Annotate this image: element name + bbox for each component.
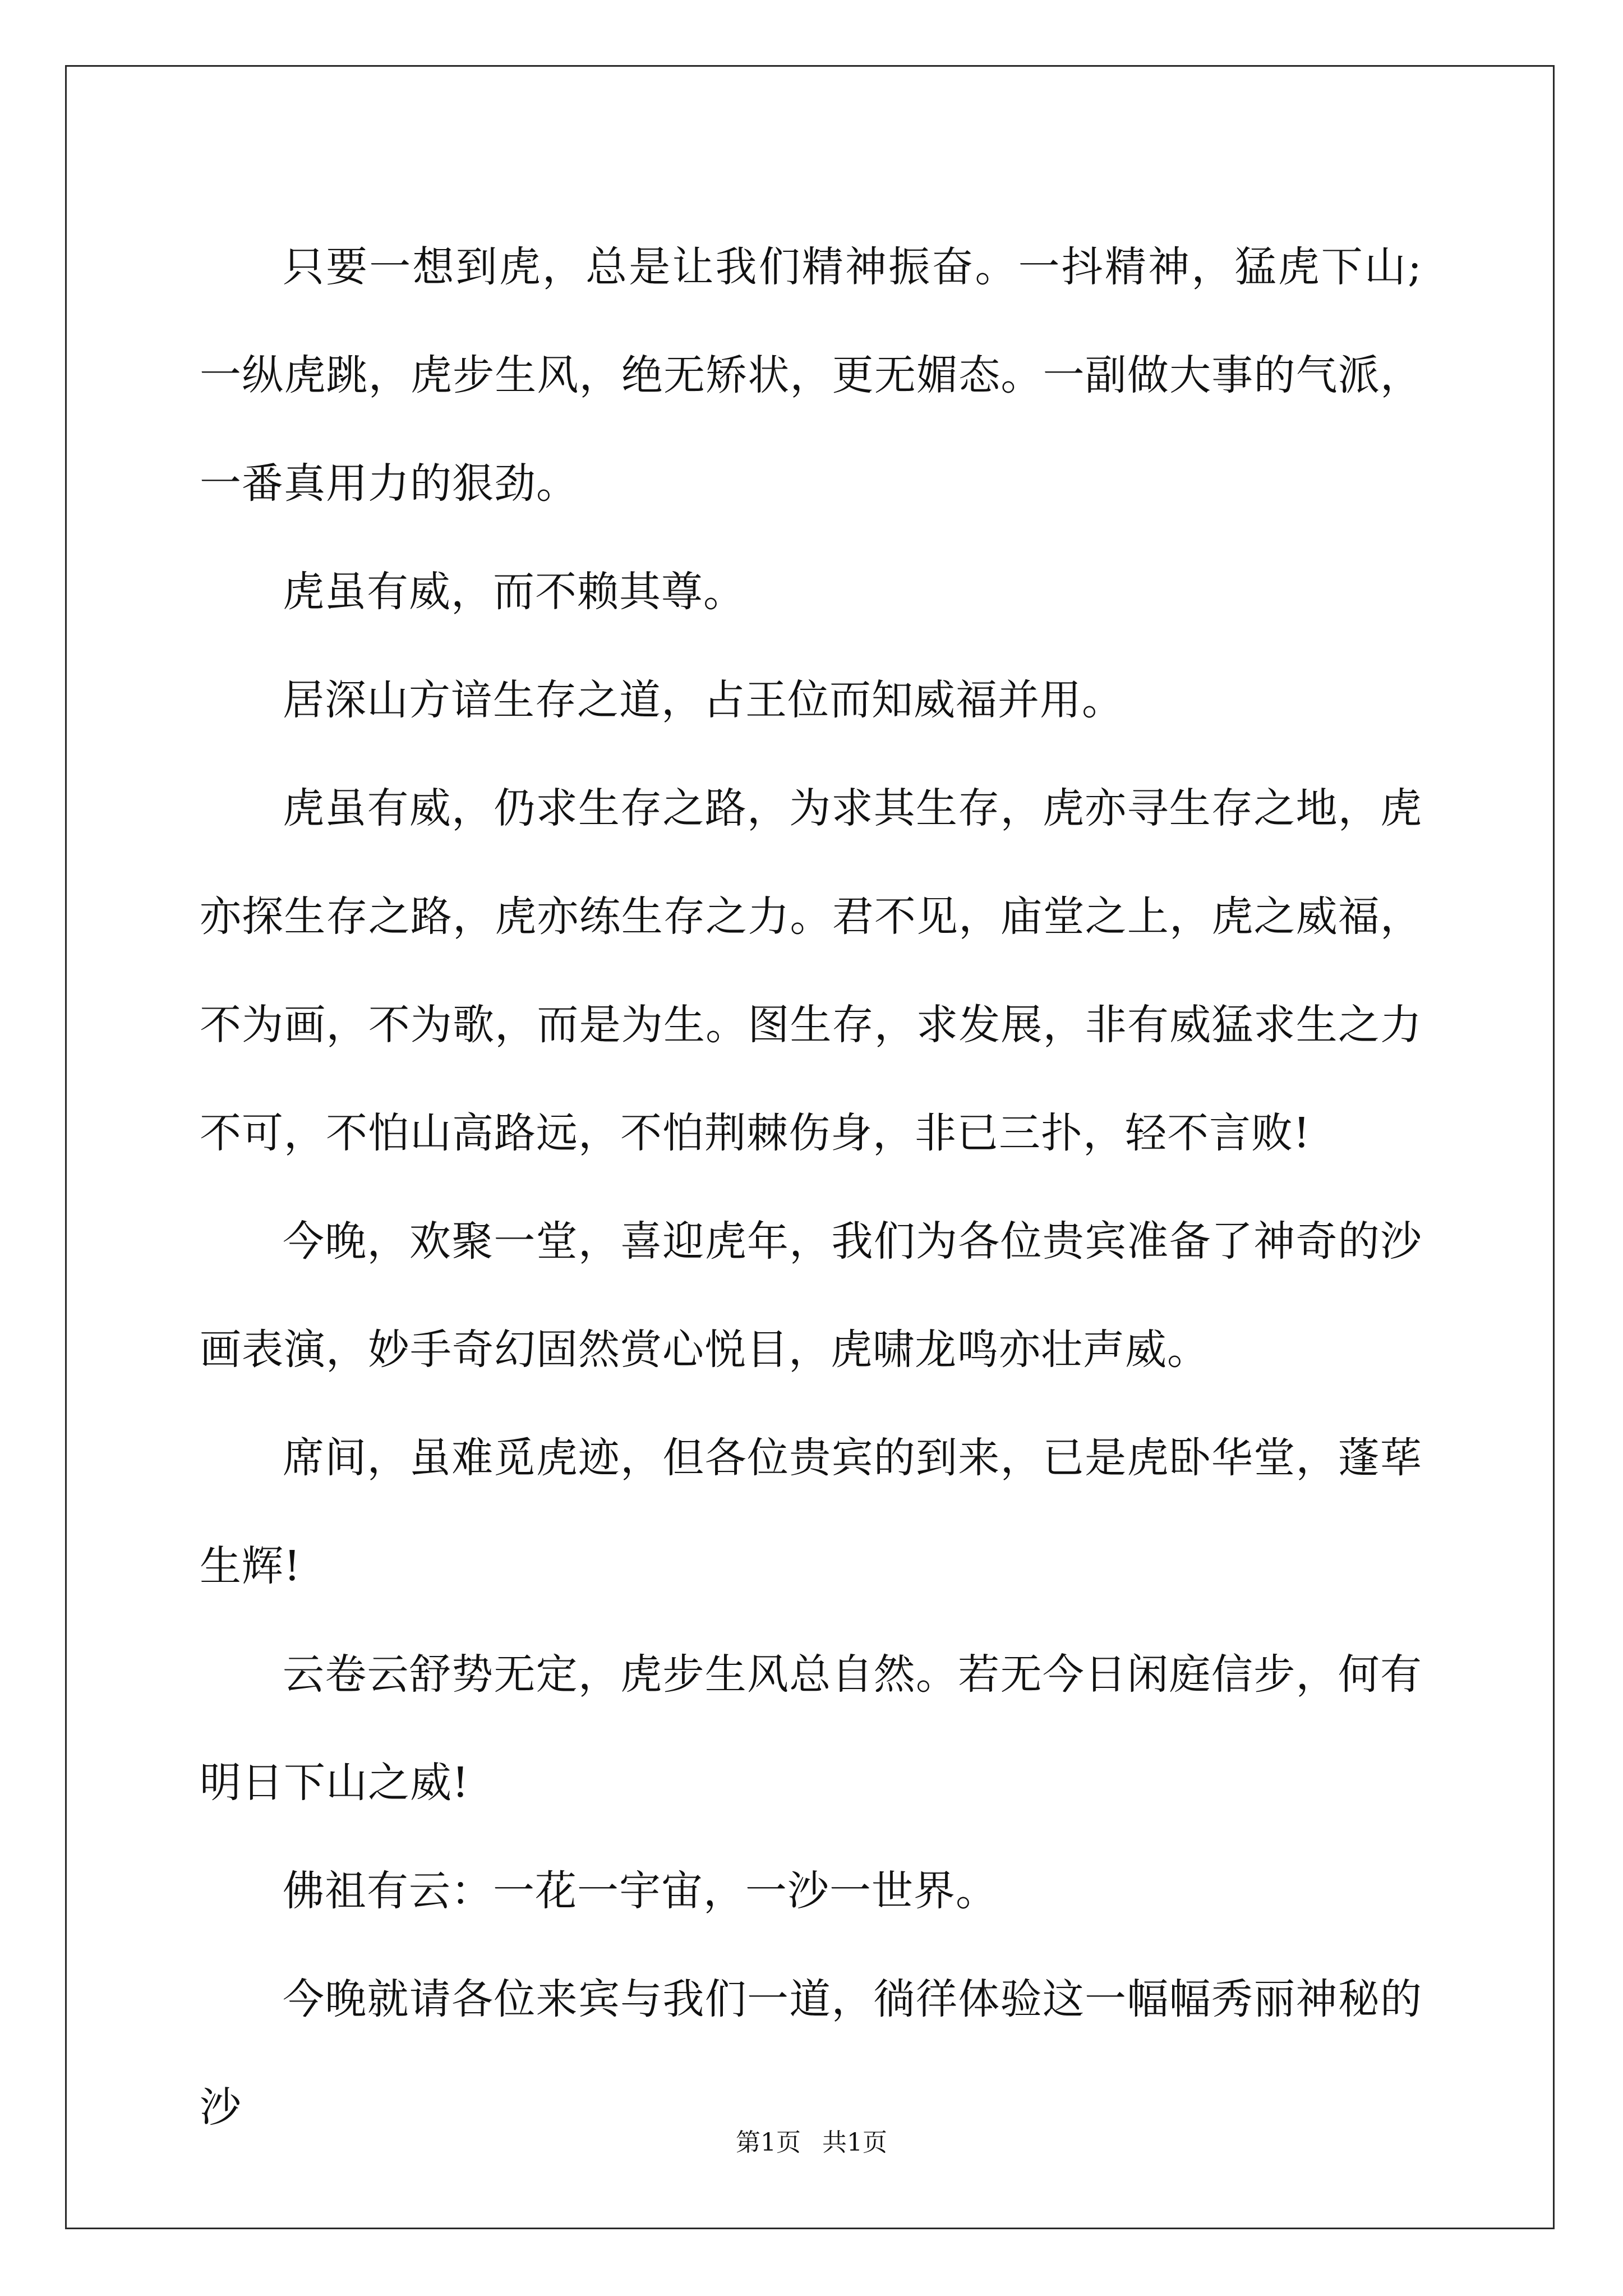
page-count: 共1页 [822, 2128, 887, 2157]
paragraph: 虎虽有威，仍求生存之路，为求其生存，虎亦寻生存之地，虎亦探生存之路，虎亦练生存之力。君不见，庙堂之上，虎之威福，不为画，不为歌，而是为生。图生存，求发展，非有威猛求生之力不可，不怕山高路远，不怕荆棘伤身，非已三扑，轻不言败! [200, 784, 1422, 1157]
paragraph: 席间，虽难觅虎迹，但各位贵宾的到来，已是虎卧华堂，蓬荜生辉! [200, 1434, 1422, 1590]
page-footer [0, 2126, 1623, 2160]
paragraph: 今晚，欢聚一堂，喜迎虎年，我们为各位贵宾准备了神奇的沙画表演，妙手奇幻固然赏心悦目，虎啸龙鸣亦壮声威。 [200, 1217, 1422, 1374]
paragraph: 虎虽有威，而不赖其尊。 [283, 568, 745, 616]
page-number: 第1页 [736, 2128, 801, 2157]
paragraph: 今晚就请各位来宾与我们一道，徜徉体验这一幅幅秀丽神秘的沙 [200, 1975, 1422, 2132]
paragraph: 居深山方谙生存之道，占王位而知威福并用。 [283, 676, 1124, 724]
paragraph: 云卷云舒势无定，虎步生风总自然。若无今日闲庭信步，何有明日下山之威! [200, 1650, 1422, 1807]
document-body [200, 213, 1422, 2162]
paragraph: 只要一想到虎，总是让我们精神振奋。一抖精神，猛虎下山;一纵虎跳，虎步生风，绝无矫状，更无媚态。一副做大事的气派，一番真用力的狠劲。 [200, 243, 1422, 508]
paragraph: 佛祖有云：一花一宇宙，一沙一世界。 [283, 1867, 998, 1915]
